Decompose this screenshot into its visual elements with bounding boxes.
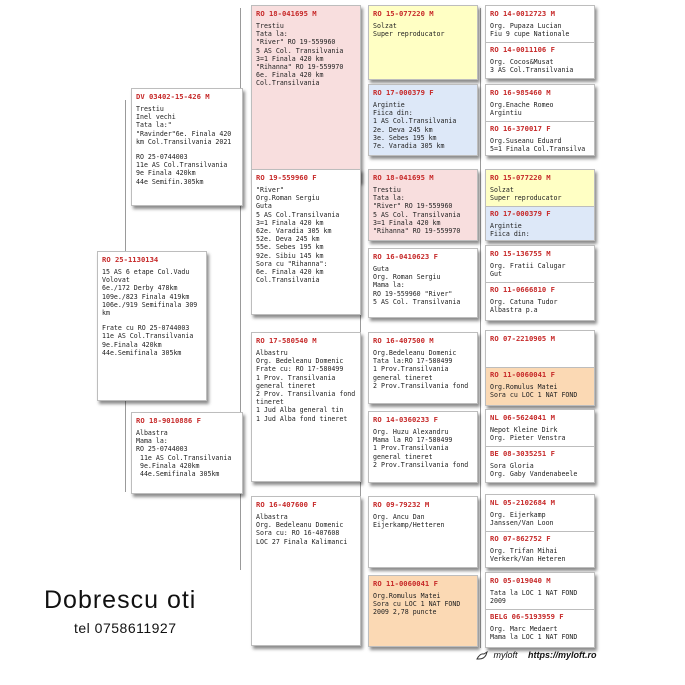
sire-line: "Ravinder"6e. Finala 420 km Col.Transilvania 2021	[136, 129, 236, 146]
sire-line: Tata la:"	[136, 121, 172, 130]
sire-line: Trestiu	[136, 105, 164, 113]
g5-ring: RO 15-136755 M	[490, 249, 551, 258]
g5-line: Org.Romulus Matei	[490, 383, 558, 391]
sdd-line: Mama la:	[373, 281, 405, 290]
g5-line: Janssen/Van Loon	[490, 519, 554, 528]
sd-line: Guta	[256, 202, 272, 211]
g5-line: Org. Pupaza Lucian	[490, 22, 562, 30]
dss-ring: RO 16-407500 M	[373, 336, 434, 345]
sds-ring: RO 18-041695 M	[373, 173, 434, 182]
sss-ring: RO 15-077220 M	[373, 9, 434, 18]
sds-line: "Rihanna" RO 19-559970	[373, 227, 461, 236]
dam-line: 9e.Finala 420km	[136, 461, 200, 470]
subject-line: 6e./172 Derby 478km	[102, 284, 178, 293]
g5-ring: BE 08-3035251 F	[490, 449, 555, 458]
ds-line: 1 Jud Alba fond tineret	[256, 414, 348, 423]
g5-line: Org. Eijerkamp	[490, 511, 546, 519]
g5-line: Argintiu	[490, 109, 522, 118]
g5-line: Org.Enache Romeo	[490, 101, 554, 109]
g5-line: Org. Gaby Vandenabeele	[490, 470, 578, 479]
footer	[476, 650, 597, 661]
g5-line: Org.Suseanu Eduard	[490, 137, 562, 145]
g5-ring: RO 11-0666810 F	[490, 285, 555, 294]
g5-ring: BELG 06-5193959 F	[490, 612, 564, 621]
g5-line: Super reproducator	[490, 194, 562, 203]
g5-line: Mama la LOC 1 NAT FOND	[490, 633, 578, 642]
sss-line: Super reproducator	[373, 30, 445, 39]
dam-line: 11e AS Col.Transilvania	[136, 453, 232, 462]
g5-ring: RO 11-0060041 F	[490, 370, 555, 379]
ssd-line: Argintie	[373, 101, 405, 109]
ds-line: 2 Prov. Transilvania fond tineret	[256, 390, 360, 407]
sdd-line: Guta	[373, 265, 389, 273]
sire-line: RO 25-0744003	[136, 153, 188, 162]
dss-line: Org.Bedeleanu Domenic	[373, 349, 457, 357]
sss-card[interactable]	[368, 5, 478, 80]
dd-ring: RO 16-407600 F	[256, 500, 317, 509]
sd-line: 92e. Sibiu 145 km	[256, 251, 324, 260]
g5-ring: RO 17-000379 F	[490, 209, 551, 218]
ssd-line: 3e. Sebes 195 km	[373, 133, 437, 142]
g5-line: Org. Pieter Venstra	[490, 434, 566, 443]
g5-line: 3 AS Col.Transilvania	[490, 66, 574, 75]
sds-card[interactable]	[368, 169, 478, 241]
dds-line: Eijerkamp/Hetteren	[373, 521, 445, 530]
g5-line: Argintie	[490, 222, 522, 230]
g5-ring: RO 16-985460 M	[490, 88, 551, 97]
g5-pair-2[interactable]	[485, 84, 595, 156]
ssd-line: Fiica din:	[373, 109, 413, 118]
sd-line: 6e. Finala 420 km Col.Transilvania	[256, 268, 328, 285]
ds-line: 1 Jud Alba general tin	[256, 406, 344, 415]
ddd-card[interactable]	[368, 575, 478, 647]
subject-line: 44e.Semifinala 305km	[102, 348, 182, 357]
sire-line: 44e Semifin.305km	[136, 177, 204, 186]
g5-line: 5=1 Finala Col.Transilva	[490, 145, 586, 154]
subject-line: 11e AS Col.Transilvania	[102, 332, 194, 341]
sd-line: 62e. Varadia 305 km	[256, 227, 332, 236]
ddd-line: 2009 2,78 puncte	[373, 608, 437, 617]
ddd-line: Org.Romulus Matei	[373, 592, 441, 600]
ss-line: "Rihanna" RO 19-559970	[256, 63, 344, 72]
sd-line: 3=1 Finala 420 km	[256, 218, 324, 227]
ss-line: Trestiu	[256, 22, 284, 30]
g5-pair-8[interactable]	[485, 572, 595, 648]
sdd-line: Org. Roman Sergiu	[373, 273, 441, 282]
subject-line: 15 AS 6 etape Col.Vadu Volovat	[102, 268, 194, 285]
ds-line: Org. Bedeleanu Domenic	[256, 357, 344, 366]
sd-ring: RO 19-559960 F	[256, 173, 317, 182]
g5-line: Albastra p.a	[490, 306, 538, 315]
g5-ring: RO 14-0012723 M	[490, 9, 555, 18]
sd-card[interactable]	[251, 169, 361, 315]
dss-line: 2 Prov.Transilvania fond	[373, 381, 469, 390]
sds-line: "River" RO 19-559960	[373, 202, 453, 211]
dsd-ring: RO 14-0360233 F	[373, 415, 438, 424]
ss-line: 6e. Finala 420 km Col.Transilvania	[256, 71, 328, 88]
sdd-ring: RO 16-0410623 F	[373, 252, 438, 261]
sire-line: 9e Finala 420km	[136, 169, 196, 178]
g5-ring: NL 06-5624041 M	[490, 413, 555, 422]
dss-line: 1 Prov.Transilvania general tineret	[373, 365, 453, 382]
g5-line: Fiica din:	[490, 230, 530, 239]
dam-line: Albastra	[136, 429, 168, 437]
g5-ring: RO 07-862752 F	[490, 534, 551, 543]
g5-line: Sora cu LOC 1 NAT FOND	[490, 391, 578, 400]
g5-pair-6[interactable]	[485, 409, 595, 483]
sd-line: Org.Roman Sergiu	[256, 194, 320, 203]
sire-card[interactable]	[131, 88, 243, 206]
ds-line: Frate cu: RO 17-580499	[256, 365, 344, 374]
ss-line: 3=1 Finala 420 km	[256, 54, 324, 63]
dsd-line: 1 Prov.Transilvania general tineret	[373, 444, 453, 461]
sss-line: Solzat	[373, 22, 397, 30]
dsd-line: Org. Huzu Alexandru	[373, 428, 449, 436]
dds-card[interactable]	[368, 496, 478, 568]
subject-line: 106e./919 Semifinala 309 km	[102, 300, 202, 318]
dam-card[interactable]	[131, 412, 243, 494]
g5-ring: RO 05-019040 M	[490, 576, 551, 585]
sdd-card[interactable]	[368, 248, 478, 318]
ssd-line: 7e. Varadia 305 km	[373, 142, 445, 151]
dam-line: 44e.Semifinala 305km	[136, 470, 220, 479]
g5-line: Tata la LOC 1 NAT FOND	[490, 589, 578, 597]
g5-line: Org. Marc Medaert	[490, 625, 558, 633]
footer-url[interactable]: https://myloft.ro	[528, 650, 597, 660]
g5-pair-3[interactable]	[485, 169, 595, 241]
sd-line: "River"	[256, 186, 284, 194]
g5-line: Org. Catuna Tudor	[490, 298, 558, 306]
dam-line: RO 25-0744003	[136, 445, 188, 454]
dsd-line: 2 Prov.Transilvania fond	[373, 460, 469, 469]
g5-line: Sora Gloria	[490, 462, 534, 470]
ds-line: Albastru	[256, 349, 288, 357]
dds-line: Org. Ancu Dan	[373, 513, 425, 521]
subject-card[interactable]	[97, 251, 207, 401]
dam-ring: RO 18-9010886 F	[136, 416, 201, 425]
ds-card[interactable]	[251, 332, 361, 482]
ds-ring: RO 17-580540 M	[256, 336, 317, 345]
sds-line: Trestiu	[373, 186, 401, 194]
sdd-line: RO 19-559960 "River"	[373, 289, 453, 298]
owner-name: Dobrescu oti	[44, 586, 197, 614]
ddd-ring: RO 11-0060041 F	[373, 579, 438, 588]
sire-line: 11e AS Col.Transilvania	[136, 161, 228, 170]
dam-line: Mama la:	[136, 437, 168, 446]
bracket-line-gen5	[480, 8, 481, 648]
ss-card[interactable]	[251, 5, 361, 182]
sds-line: Tata la:	[373, 194, 405, 203]
ssd-line: 2e. Deva 245 km	[373, 125, 433, 134]
dds-ring: RO 09-79232 M	[373, 500, 430, 509]
sd-line: Sora cu "Rihanna":	[256, 259, 328, 268]
dsd-card[interactable]	[368, 411, 478, 483]
g5-pair-7[interactable]	[485, 494, 595, 568]
g5-line: Nepot Kleine Dirk	[490, 426, 558, 434]
owner-phone[interactable]: tel 0758611927	[74, 620, 177, 636]
g5-ring: RO 15-077220 M	[490, 173, 551, 182]
subject-line: 109e./823 Finala 419km	[102, 292, 190, 301]
dss-card[interactable]	[368, 332, 478, 404]
g5-line: Org. Trifan Mihai	[490, 547, 558, 555]
sds-line: 5 AS Col. Transilvania	[373, 210, 461, 219]
subject-ring: RO 25-1130134	[102, 255, 159, 264]
ssd-card[interactable]	[368, 84, 478, 156]
dsd-line: Mama la RO 17-580499	[373, 436, 453, 445]
ssd-line: 1 AS Col.Transilvania	[373, 117, 457, 126]
sd-line: 55e. Sebes 195 km	[256, 243, 324, 252]
sd-line: 5 AS Col.Transilvania	[256, 210, 340, 219]
dd-line: Sora cu: RO 16-407608	[256, 529, 340, 538]
g5-ring: NL 05-2102684 M	[490, 498, 555, 507]
dd-card[interactable]	[251, 496, 361, 646]
pigeon-logo-icon	[476, 651, 488, 661]
g5-pair-5[interactable]	[485, 330, 595, 406]
g5-line: Verkerk/Van Heteren	[490, 555, 566, 564]
g5-line: Solzat	[490, 186, 514, 194]
ddd-line: Sora cu LOC 1 NAT FOND	[373, 600, 461, 609]
g5-line: Gut	[490, 270, 502, 279]
sire-line: Inel vechi	[136, 113, 176, 122]
sds-line: 3=1 Finala 420 km	[373, 218, 441, 227]
g5-ring: RO 16-370017 F	[490, 124, 551, 133]
dd-line: LOC 27 Finala Kalimanci	[256, 537, 348, 546]
dd-line: Albastra	[256, 513, 288, 521]
g5-line: Org. Cocos&Musat	[490, 58, 554, 66]
g5-line: Org. Fratii Calugar	[490, 262, 566, 270]
sdd-line: 5 AS Col. Transilvania	[373, 297, 461, 306]
ds-line: 1 Prov. Transilvania general tineret	[256, 373, 340, 390]
ss-line: Tata la:	[256, 30, 288, 39]
brand-name: myloft	[493, 650, 518, 660]
g5-line: Fiu 9 cupe Nationale	[490, 30, 570, 39]
sire-ring: DV 03402-15-426 M	[136, 92, 210, 101]
dss-line: Tata la:RO 17-580499	[373, 357, 453, 366]
dd-line: Org. Bedeleanu Domenic	[256, 521, 344, 530]
g5-pair-4[interactable]	[485, 245, 595, 321]
subject-line: Frate cu RO 25-0744003	[102, 324, 190, 333]
sd-line: 52e. Deva 245 km	[256, 235, 320, 244]
g5-ring: RO 07-2210905 M	[490, 334, 555, 343]
subject-line: 9e.Finala 420km	[102, 340, 162, 349]
g5-pair-1[interactable]	[485, 5, 595, 79]
ss-ring: RO 18-041695 M	[256, 9, 317, 18]
ss-line: "River" RO 19-559960	[256, 38, 336, 47]
ssd-ring: RO 17-000379 F	[373, 88, 434, 97]
g5-line: 2009	[490, 597, 506, 606]
ss-line: 5 AS Col. Transilvania	[256, 46, 344, 55]
g5-ring: RO 14-0011106 F	[490, 45, 555, 54]
